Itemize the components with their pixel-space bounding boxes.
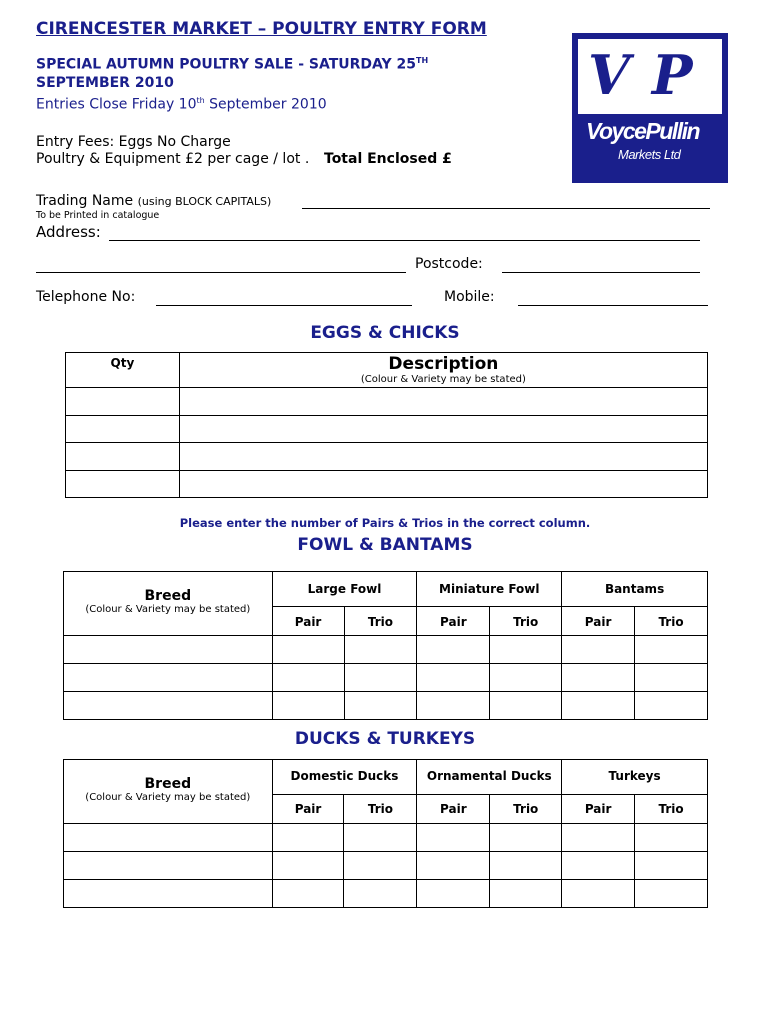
description-note: (Colour & Variety may be stated) — [360, 374, 526, 385]
sale-subtitle — [36, 52, 506, 92]
entries-close-post: September 2010 — [204, 96, 327, 113]
qty-cell[interactable] — [66, 443, 180, 471]
eggs-heading: EGGS & CHICKS — [310, 323, 460, 343]
entry-cell[interactable] — [490, 880, 562, 908]
logo-sub: Markets Ltd — [618, 147, 681, 162]
table-row — [64, 692, 708, 720]
entry-cell[interactable] — [490, 692, 562, 720]
mobile-field[interactable] — [518, 305, 708, 306]
table-row — [64, 880, 708, 908]
entry-cell[interactable] — [344, 636, 417, 664]
trio-header: Trio — [635, 795, 708, 824]
table-row — [66, 388, 708, 416]
breed-cell[interactable] — [64, 880, 273, 908]
entry-cell[interactable] — [344, 852, 417, 880]
entries-close — [36, 96, 327, 113]
address-label: Address: — [36, 223, 101, 241]
trio-header: Trio — [344, 607, 417, 636]
entries-close-pre: Entries Close Friday 10 — [36, 96, 197, 113]
trading-name-label — [36, 193, 271, 209]
table-row — [64, 824, 708, 852]
fowl-breed-header — [64, 572, 273, 636]
table-row — [64, 664, 708, 692]
form-title: CIRENCESTER MARKET – POULTRY ENTRY FORM — [36, 19, 487, 39]
postcode-field[interactable] — [502, 272, 700, 273]
fowl-table — [63, 571, 708, 720]
printed-note: To be Printed in catalogue — [36, 210, 160, 221]
telephone-label: Telephone No: — [36, 289, 136, 305]
eggs-table — [65, 352, 708, 498]
ducks-heading: DUCKS & TURKEYS — [294, 729, 476, 749]
description-title: Description — [388, 354, 499, 374]
entry-cell[interactable] — [562, 636, 635, 664]
address-line-2-field[interactable] — [36, 272, 406, 273]
voyce-pullin-logo — [572, 33, 728, 183]
trio-header: Trio — [490, 607, 562, 636]
pair-header: Pair — [562, 795, 635, 824]
total-enclosed: Total Enclosed £ — [324, 151, 452, 167]
ducks-breed-note: (Colour & Variety may be stated) — [85, 792, 251, 803]
entry-cell[interactable] — [272, 692, 344, 720]
turkeys-header: Turkeys — [562, 760, 708, 795]
qty-cell[interactable] — [66, 388, 180, 416]
entry-cell[interactable] — [490, 664, 562, 692]
description-cell[interactable] — [179, 416, 707, 443]
qty-cell[interactable] — [66, 416, 180, 443]
fees-line-2: Poultry & Equipment £2 per cage / lot . — [36, 151, 310, 167]
pair-header: Pair — [417, 607, 490, 636]
breed-cell[interactable] — [64, 636, 273, 664]
breed-cell[interactable] — [64, 692, 273, 720]
ducks-table — [63, 759, 708, 908]
fees-line-1: Entry Fees: Eggs No Charge — [36, 134, 231, 150]
description-cell[interactable] — [179, 471, 707, 498]
entry-cell[interactable] — [562, 880, 635, 908]
entry-cell[interactable] — [344, 880, 417, 908]
miniature-fowl-header: Miniature Fowl — [417, 572, 562, 607]
breed-cell[interactable] — [64, 664, 273, 692]
fowl-heading: FOWL & BANTAMS — [297, 535, 473, 555]
entry-cell[interactable] — [417, 664, 490, 692]
sale-line-2: SEPTEMBER 2010 — [36, 74, 174, 91]
entry-fees — [36, 134, 309, 168]
trading-name-hint: (using BLOCK CAPITALS) — [137, 195, 272, 208]
entry-cell[interactable] — [344, 824, 417, 852]
ducks-breed-header — [64, 760, 273, 824]
pair-header: Pair — [272, 795, 344, 824]
fowl-breed-note: (Colour & Variety may be stated) — [85, 604, 251, 615]
ornamental-ducks-header: Ornamental Ducks — [417, 760, 562, 795]
entry-cell[interactable] — [272, 664, 344, 692]
table-row — [64, 636, 708, 664]
logo-letter-v: V — [588, 43, 652, 107]
entry-cell[interactable] — [344, 692, 417, 720]
fowl-breed-title: Breed — [144, 588, 192, 604]
sale-line-1: SPECIAL AUTUMN POULTRY SALE - SATURDAY 25 — [36, 56, 417, 73]
table-row — [66, 416, 708, 443]
entry-cell[interactable] — [635, 852, 708, 880]
entry-cell[interactable] — [417, 636, 490, 664]
table-row — [66, 443, 708, 471]
entries-close-sup: th — [196, 96, 205, 105]
entry-cell[interactable] — [272, 880, 344, 908]
mobile-label: Mobile: — [444, 289, 495, 305]
entry-cell[interactable] — [417, 852, 490, 880]
entry-cell[interactable] — [562, 824, 635, 852]
entry-cell[interactable] — [272, 852, 344, 880]
trading-name-text: Trading Name — [36, 193, 134, 209]
entry-cell[interactable] — [562, 692, 635, 720]
trio-header: Trio — [344, 795, 417, 824]
trio-header: Trio — [490, 795, 562, 824]
entry-cell[interactable] — [417, 824, 490, 852]
ducks-breed-title: Breed — [144, 776, 192, 792]
telephone-field[interactable] — [156, 305, 412, 306]
pair-header: Pair — [417, 795, 490, 824]
address-field[interactable] — [109, 240, 700, 241]
logo-letter-p: P — [651, 43, 715, 107]
entry-cell[interactable] — [635, 824, 708, 852]
pair-header: Pair — [562, 607, 635, 636]
entry-cell[interactable] — [490, 852, 562, 880]
entry-cell[interactable] — [344, 664, 417, 692]
qty-cell[interactable] — [66, 471, 180, 498]
sale-sup: TH — [416, 56, 429, 65]
entry-cell[interactable] — [635, 636, 708, 664]
table-row — [64, 852, 708, 880]
pairs-trios-note: Please enter the number of Pairs & Trios in the correct column. — [179, 516, 591, 530]
trio-header: Trio — [635, 607, 708, 636]
entry-cell[interactable] — [272, 824, 344, 852]
description-header — [179, 353, 707, 388]
entry-cell[interactable] — [272, 636, 344, 664]
table-row — [66, 471, 708, 498]
logo-brand: VoycePullin — [586, 118, 700, 144]
trading-name-field[interactable] — [302, 208, 710, 209]
description-cell[interactable] — [179, 388, 707, 416]
entry-cell[interactable] — [490, 824, 562, 852]
entry-cell[interactable] — [417, 880, 490, 908]
pair-header: Pair — [272, 607, 344, 636]
entry-cell[interactable] — [490, 636, 562, 664]
breed-cell[interactable] — [64, 852, 273, 880]
breed-cell[interactable] — [64, 824, 273, 852]
entry-cell[interactable] — [635, 692, 708, 720]
entry-cell[interactable] — [562, 852, 635, 880]
domestic-ducks-header: Domestic Ducks — [272, 760, 417, 795]
entry-cell[interactable] — [562, 664, 635, 692]
entry-cell[interactable] — [635, 664, 708, 692]
entry-cell[interactable] — [635, 880, 708, 908]
large-fowl-header: Large Fowl — [272, 572, 417, 607]
qty-header: Qty — [66, 353, 180, 388]
description-cell[interactable] — [179, 443, 707, 471]
postcode-label: Postcode: — [415, 256, 483, 272]
bantams-header: Bantams — [562, 572, 708, 607]
entry-cell[interactable] — [417, 692, 490, 720]
